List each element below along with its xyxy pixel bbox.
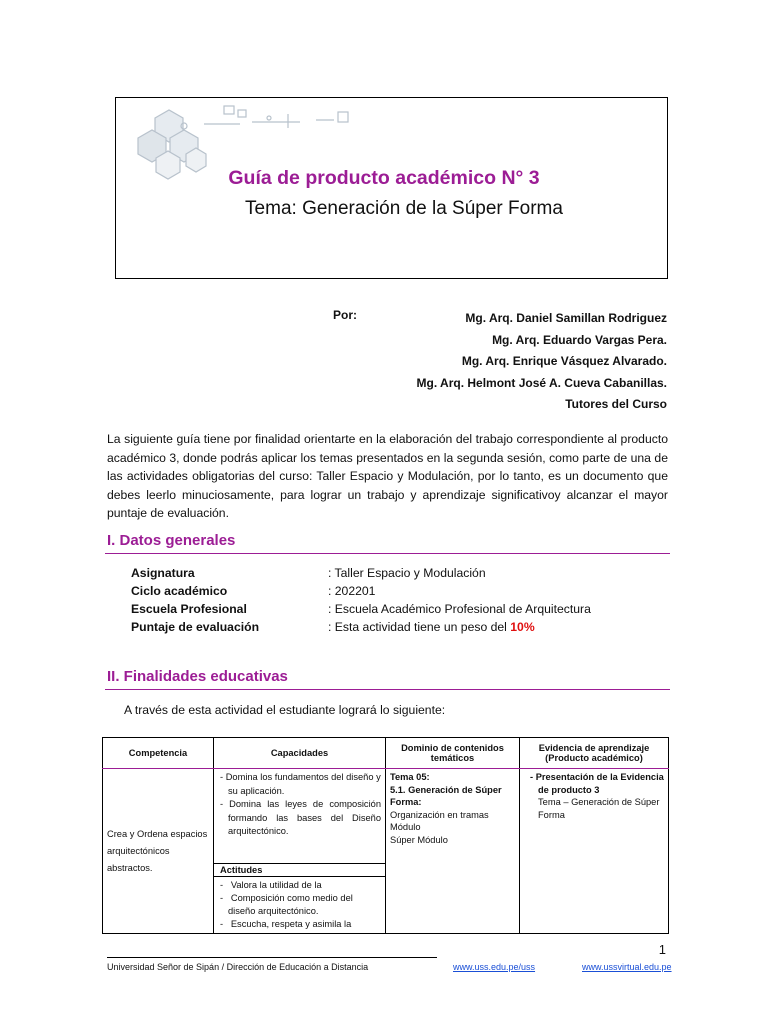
- datos-value: : Taller Espacio y Modulación: [328, 566, 486, 580]
- author-name: Mg. Arq. Enrique Vásquez Alvarado.: [461, 354, 667, 368]
- list-item: Organización en tramas: [390, 809, 489, 820]
- authors-list: [417, 308, 668, 416]
- dominio-cell: [386, 769, 520, 934]
- section-title-datos-generales: I. Datos generales: [107, 532, 236, 549]
- list-item: - Escucha, respeta y asimila la: [220, 919, 352, 929]
- section-lead-text: A través de esta actividad el estudiante logrará lo siguiente:: [124, 703, 446, 717]
- authors-role: Tutores del Curso: [565, 397, 667, 411]
- actitudes-label: Actitudes: [214, 864, 386, 877]
- datos-label: Ciclo académico: [131, 584, 228, 598]
- capacidades-cell: [214, 769, 386, 864]
- datos-value: : Escuela Académico Profesional de Arquitectura: [328, 602, 591, 616]
- list-item: - Domina las leyes de composición formando las bases del Diseño arquitectónico.: [220, 799, 381, 836]
- document-subtitle: Tema: Generación de la Súper Forma: [245, 198, 563, 219]
- evidencia-detail: Tema – Generación de Súper Forma: [538, 797, 660, 820]
- list-item: - Domina los fundamentos del diseño y su aplicación.: [220, 772, 381, 796]
- competencies-table: [102, 737, 669, 934]
- document-title: Guía de producto académico N° 3: [228, 167, 540, 189]
- datos-value: : 202201: [328, 584, 376, 598]
- section-divider: [105, 553, 670, 554]
- section-divider: [105, 689, 670, 690]
- tema-label: Tema 05:: [390, 772, 430, 782]
- competencia-cell: Crea y Ordena espacios arquitectónicos abstractos.: [103, 769, 214, 934]
- author-name: Mg. Arq. Daniel Samillan Rodriguez: [465, 311, 667, 325]
- list-item: - Valora la utilidad de la: [220, 880, 322, 890]
- authors-label: Por:: [333, 308, 357, 322]
- datos-value: : Esta actividad tiene un peso del 10%: [328, 620, 535, 634]
- intro-paragraph: La siguiente guía tiene por finalidad orientarte en la elaboración del trabajo correspondiente al producto académico 3, donde podrás aplicar los temas presentados en la segunda sesión, como parte de una de las actividades obligatorias del curso: Taller Espacio y Modulación, por lo tanto, es un documento que debes leerlo minuciosamente, para lograr un trabajo y aprendizaje significativoy alcanzar el mayor puntaje de evaluación.: [107, 432, 668, 520]
- footer-divider: [107, 957, 437, 958]
- table-header-competencia: Competencia: [103, 738, 214, 769]
- table-header-evidencia: Evidencia de aprendizaje (Producto académico): [520, 738, 669, 769]
- footer-link-uss[interactable]: www.uss.edu.pe/uss: [453, 962, 536, 972]
- author-name: Mg. Arq. Eduardo Vargas Pera.: [492, 332, 667, 347]
- list-item: - Composición como medio del diseño arquitectónico.: [220, 893, 353, 916]
- list-item: Súper Módulo: [390, 834, 448, 845]
- footer-institution: Universidad Señor de Sipán / Dirección de Educación a Distancia: [107, 962, 369, 972]
- subtema-label: 5.1. Generación de Súper Forma:: [390, 784, 502, 807]
- footer-link-ussvirtual[interactable]: www.ussvirtual.edu.pe: [582, 962, 672, 972]
- evidencia-cell: [520, 769, 669, 934]
- weight-percentage: 10%: [510, 620, 535, 634]
- page-number: 1: [658, 942, 666, 957]
- evidencia-title: - Presentación de la Evidencia de producto 3: [530, 772, 664, 795]
- list-item: Módulo: [390, 822, 421, 832]
- table-header-capacidades: Capacidades: [214, 738, 386, 769]
- datos-label: Puntaje de evaluación: [131, 620, 260, 634]
- section-title-finalidades: II. Finalidades educativas: [107, 668, 288, 685]
- author-name: Mg. Arq. Helmont José A. Cueva Cabanillas.: [416, 375, 667, 390]
- datos-label: Asignatura: [131, 566, 195, 580]
- actitudes-cell: [214, 877, 386, 934]
- table-header-dominio: Dominio de contenidos temáticos: [386, 738, 520, 769]
- datos-label: Escuela Profesional: [131, 602, 247, 616]
